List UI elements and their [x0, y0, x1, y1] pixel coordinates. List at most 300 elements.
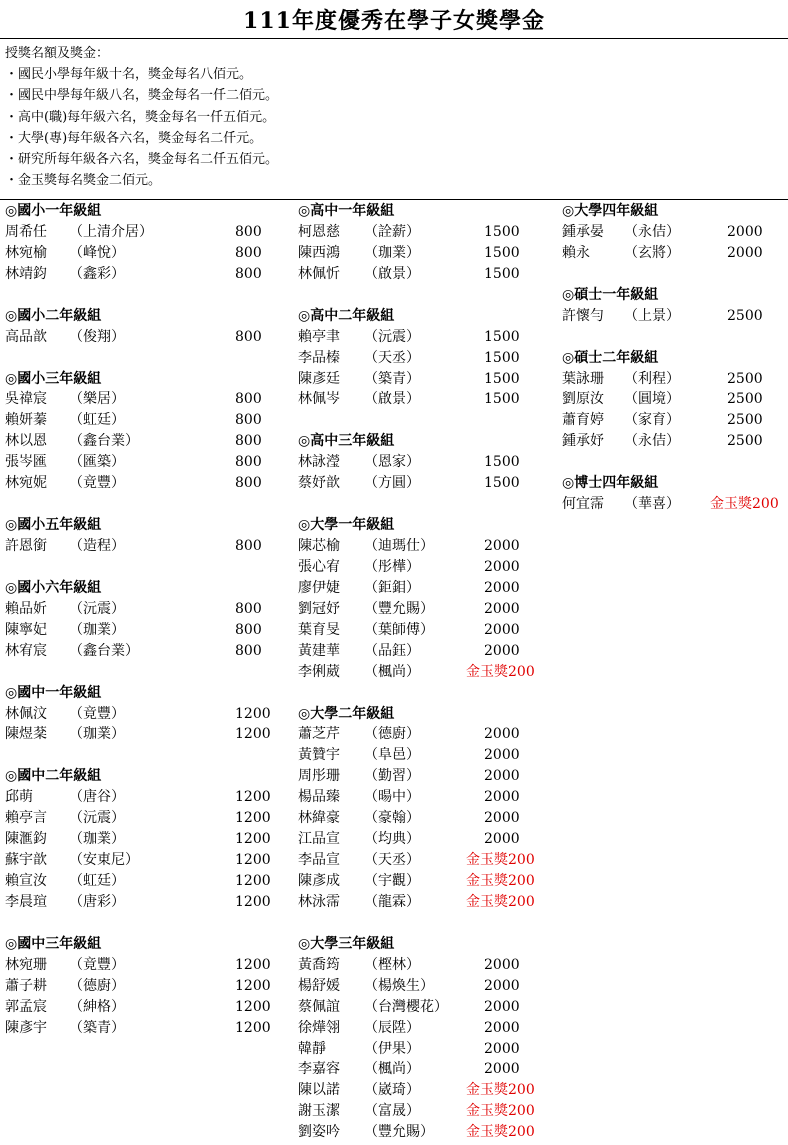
recipient-affiliation: （築青） — [69, 1019, 125, 1036]
recipient-affiliation: （啟景） — [364, 265, 420, 282]
recipient-name: 賴妍蓁 — [5, 412, 47, 429]
recipient-affiliation: （永佶） — [624, 223, 680, 240]
recipient-row — [5, 431, 262, 452]
recipient-affiliation: （方圓） — [364, 475, 420, 492]
spacer — [298, 410, 394, 431]
recipient-affiliation: （台灣櫻花） — [364, 998, 448, 1015]
recipient-name: 郭孟宸 — [5, 998, 47, 1015]
recipient-name: 鍾承晏 — [562, 223, 604, 240]
recipient-row — [5, 724, 271, 745]
scholarship-amount: 1500 — [484, 391, 520, 408]
recipient-name: 許懷勻 — [562, 307, 604, 324]
recipient-name: 何宜霈 — [562, 496, 604, 513]
recipient-affiliation: （鉅鉬） — [364, 579, 420, 596]
spacer — [562, 264, 658, 285]
group-heading: ◎國中三年級組 — [5, 935, 102, 952]
recipient-affiliation: （均典） — [364, 831, 420, 848]
recipient-name: 李俐葳 — [298, 663, 340, 680]
scholarship-amount: 1500 — [484, 328, 520, 345]
scholarship-amount: 2000 — [484, 600, 520, 617]
recipient-name: 黃贊宇 — [298, 747, 340, 764]
golden-jade-award-amount: 金玉獎200 — [466, 1124, 535, 1141]
recipient-row — [5, 787, 271, 808]
scholarship-amount: 1500 — [484, 475, 520, 492]
group-heading: ◎國小二年級組 — [5, 307, 102, 324]
scholarship-amount: 800 — [235, 454, 262, 471]
recipient-row — [298, 724, 520, 745]
recipient-name: 陳西鴻 — [298, 244, 340, 261]
scholarship-amount: 800 — [235, 328, 262, 345]
recipient-affiliation: （勤習） — [364, 768, 420, 785]
recipient-name: 李晨瑄 — [5, 893, 47, 910]
recipient-name: 周彤珊 — [298, 768, 340, 785]
recipient-affiliation: （虹廷） — [69, 873, 125, 889]
spacer — [5, 494, 101, 515]
recipient-name: 蕭育婷 — [562, 412, 604, 429]
recipient-name: 陳芯榆 — [298, 538, 340, 554]
recipient-row — [562, 306, 763, 327]
recipient-affiliation: （豐允賜） — [364, 1124, 434, 1141]
recipient-name: 楊品臻 — [298, 789, 340, 806]
recipient-row — [298, 1122, 535, 1143]
golden-jade-award-amount: 金玉獎200 — [710, 496, 779, 513]
recipient-affiliation: （上清介居） — [69, 223, 153, 240]
recipient-row — [5, 829, 271, 850]
recipient-affiliation: （上景） — [624, 307, 680, 324]
recipient-row — [562, 431, 763, 452]
scholarship-amount: 1200 — [235, 789, 271, 806]
golden-jade-award-amount: 金玉獎200 — [466, 1082, 535, 1099]
recipient-name: 林以恩 — [5, 433, 47, 450]
recipient-row — [298, 536, 520, 557]
recipient-row — [298, 264, 520, 285]
scholarship-amount: 2000 — [484, 642, 520, 659]
scholarship-amount: 2500 — [727, 307, 763, 324]
recipient-row — [5, 243, 262, 264]
recipient-row — [5, 1018, 271, 1039]
recipient-name: 江品宣 — [298, 831, 340, 848]
recipient-affiliation: （華喜） — [624, 496, 680, 513]
recipient-name: 林佩汶 — [5, 705, 47, 722]
recipient-affiliation: （珈業） — [69, 726, 125, 743]
recipient-row — [562, 410, 763, 431]
recipient-row — [298, 976, 520, 997]
scholarship-amount: 1200 — [235, 977, 271, 994]
scholarship-amount: 800 — [235, 412, 262, 429]
scholarship-amount: 1200 — [235, 956, 271, 973]
scholarship-amount: 800 — [235, 600, 262, 617]
recipient-column-3 — [562, 201, 779, 515]
rule-item: ・高中(職)每年級六名，獎金每名一仟五佰元。 — [5, 109, 276, 125]
recipient-row — [298, 557, 520, 578]
recipient-row — [562, 222, 763, 243]
rule-item: ・研究所每年級各六名，獎金每名二仟五佰元。 — [5, 151, 279, 167]
recipient-row — [5, 871, 271, 892]
recipient-affiliation: （崴琦） — [364, 1082, 420, 1099]
recipient-affiliation: （珈業） — [69, 831, 125, 848]
recipient-affiliation: （辰陞） — [364, 1019, 420, 1036]
scholarship-amount: 800 — [235, 475, 262, 492]
spacer — [5, 745, 101, 766]
recipient-name: 蘇宇歆 — [5, 852, 47, 869]
golden-jade-award-amount: 金玉獎200 — [466, 893, 535, 910]
recipient-row — [298, 389, 520, 410]
recipient-affiliation: （迪瑪仕） — [364, 538, 434, 554]
scholarship-amount: 2000 — [484, 977, 520, 994]
recipient-affiliation: （唐彩） — [69, 893, 125, 910]
recipient-name: 韓靜 — [298, 1040, 326, 1057]
scholarship-amount: 2000 — [484, 558, 520, 575]
recipient-row — [298, 787, 520, 808]
recipient-name: 謝玉潔 — [298, 1103, 340, 1120]
recipient-name: 葉詠珊 — [562, 370, 604, 387]
group-heading: ◎大學三年級組 — [298, 935, 395, 952]
recipient-name: 林緯豪 — [298, 810, 340, 827]
spacer — [5, 285, 101, 306]
recipient-name: 林宛珊 — [5, 956, 47, 973]
scholarship-amount: 1200 — [235, 726, 271, 743]
recipient-name: 柯恩慈 — [298, 223, 340, 240]
recipient-name: 陳彥廷 — [298, 370, 340, 387]
scholarship-amount: 2000 — [484, 831, 520, 848]
group-heading: ◎國小六年級組 — [5, 579, 102, 596]
scholarship-amount: 2000 — [484, 538, 520, 554]
recipient-row — [298, 222, 520, 243]
group-heading: ◎大學四年級組 — [562, 203, 659, 219]
recipient-name: 賴品妡 — [5, 600, 47, 617]
recipient-affiliation: （德廚） — [364, 726, 420, 743]
recipient-row — [298, 745, 520, 766]
scholarship-amount: 1500 — [484, 223, 520, 240]
recipient-row — [5, 327, 262, 348]
recipient-name: 林宥宸 — [5, 642, 47, 659]
recipient-affiliation: （鑫台業） — [69, 433, 139, 450]
recipient-name: 張心宥 — [298, 558, 340, 575]
group-heading: ◎大學一年級組 — [298, 517, 395, 534]
recipient-affiliation: （富晟） — [364, 1103, 420, 1120]
recipient-name: 賴亭聿 — [298, 328, 340, 345]
recipient-name: 蕭芝芹 — [298, 726, 340, 743]
recipient-row — [5, 536, 262, 557]
recipient-name: 賴亭言 — [5, 810, 47, 827]
recipient-column-1 — [5, 201, 271, 1039]
recipient-name: 李品榛 — [298, 349, 340, 366]
group-heading: ◎博士四年級組 — [562, 475, 659, 492]
spacer — [5, 913, 101, 934]
scholarship-amount: 2000 — [484, 726, 520, 743]
recipient-affiliation: （珈業） — [364, 244, 420, 261]
scholarship-amount: 1500 — [484, 349, 520, 366]
recipient-affiliation: （沅震） — [364, 328, 420, 345]
recipient-affiliation: （虹廷） — [69, 412, 125, 429]
recipient-affiliation: （彤樺） — [364, 558, 420, 575]
recipient-affiliation: （品鈺） — [364, 642, 420, 659]
recipient-name: 陳煜棻 — [5, 726, 47, 743]
recipient-name: 黃喬筠 — [298, 956, 340, 973]
recipient-name: 邱萌 — [5, 789, 33, 806]
recipient-affiliation: （家育） — [624, 412, 680, 429]
recipient-row — [298, 871, 535, 892]
recipient-affiliation: （暘中） — [364, 789, 420, 806]
spacer — [562, 327, 658, 348]
scholarship-amount: 2000 — [484, 956, 520, 973]
recipient-name: 林佩岑 — [298, 391, 340, 408]
recipient-row — [562, 369, 763, 390]
recipient-affiliation: （詮薪） — [364, 223, 420, 240]
recipient-row — [5, 410, 262, 431]
recipient-row — [298, 1039, 520, 1060]
recipient-row — [298, 348, 520, 369]
spacer — [5, 557, 101, 578]
recipient-row — [298, 1059, 520, 1080]
spacer — [298, 683, 394, 704]
recipient-column-2 — [298, 201, 535, 1143]
recipient-name: 林佩忻 — [298, 265, 340, 282]
recipient-row — [5, 892, 271, 913]
recipient-row — [298, 599, 520, 620]
recipient-row — [298, 892, 535, 913]
recipient-affiliation: （鑫彩） — [69, 265, 125, 282]
recipient-affiliation: （葉師傅） — [364, 621, 434, 638]
recipient-row — [298, 578, 520, 599]
recipient-name: 陳彥成 — [298, 873, 340, 889]
spacer — [562, 452, 658, 473]
group-heading: ◎高中一年級組 — [298, 203, 395, 219]
scholarship-amount: 2000 — [484, 1019, 520, 1036]
scholarship-amount: 1500 — [484, 265, 520, 282]
page-title: 111年度優秀在學子女獎學金 — [243, 8, 545, 34]
scholarship-amount: 2000 — [484, 998, 520, 1015]
recipient-name: 李品宣 — [298, 852, 340, 869]
recipient-row — [5, 641, 262, 662]
recipient-affiliation: （利程） — [624, 370, 680, 387]
recipient-name: 林宛榆 — [5, 244, 47, 261]
recipient-affiliation: （圓境） — [624, 391, 680, 408]
recipient-affiliation: （竟豐） — [69, 475, 125, 492]
recipient-affiliation: （楓尚） — [364, 1061, 420, 1078]
recipient-affiliation: （豪翰） — [364, 810, 420, 827]
group-heading: ◎碩士一年級組 — [562, 286, 659, 303]
recipient-name: 陳滙鈞 — [5, 831, 47, 848]
recipient-affiliation: （築青） — [364, 370, 420, 387]
group-heading: ◎國小五年級組 — [5, 517, 102, 534]
recipient-row — [298, 662, 535, 683]
recipient-affiliation: （阜邑） — [364, 747, 420, 764]
scholarship-amount: 2000 — [484, 621, 520, 638]
recipient-affiliation: （啟景） — [364, 391, 420, 408]
scholarship-amount: 1500 — [484, 244, 520, 261]
recipient-affiliation: （永佶） — [624, 433, 680, 450]
recipient-affiliation: （鑫台業） — [69, 642, 139, 659]
scholarship-amount: 1200 — [235, 705, 271, 722]
group-heading: ◎國中二年級組 — [5, 768, 102, 785]
recipient-affiliation: （恩家） — [364, 454, 420, 471]
scholarship-amount: 800 — [235, 433, 262, 450]
recipient-name: 賴宣汝 — [5, 873, 47, 889]
recipient-row — [5, 620, 262, 641]
recipient-affiliation: （玄將） — [624, 244, 680, 261]
scholarship-amount: 2500 — [727, 391, 763, 408]
recipient-name: 林宛妮 — [5, 475, 47, 492]
title-divider — [0, 38, 788, 39]
recipient-name: 楊舒媛 — [298, 977, 340, 994]
recipient-affiliation: （楊煥生） — [364, 977, 434, 994]
golden-jade-award-amount: 金玉獎200 — [466, 852, 535, 869]
scholarship-amount: 2500 — [727, 370, 763, 387]
recipient-row — [298, 1101, 535, 1122]
recipient-name: 徐燁翎 — [298, 1019, 340, 1036]
recipient-row — [298, 808, 520, 829]
group-heading: ◎國中一年級組 — [5, 684, 102, 701]
recipient-row — [298, 473, 520, 494]
recipient-name: 李嘉容 — [298, 1061, 340, 1078]
recipient-row — [562, 494, 779, 515]
recipient-row — [5, 850, 271, 871]
recipient-affiliation: （天丞） — [364, 349, 420, 366]
recipient-row — [298, 1018, 520, 1039]
group-heading: ◎大學二年級組 — [298, 705, 395, 722]
recipient-affiliation: （竟豐） — [69, 956, 125, 973]
recipient-affiliation: （天丞） — [364, 852, 420, 869]
recipient-row — [5, 264, 262, 285]
scholarship-amount: 1200 — [235, 831, 271, 848]
recipient-row — [5, 997, 271, 1018]
spacer — [298, 285, 394, 306]
scholarship-amount: 1200 — [235, 1019, 271, 1036]
recipient-affiliation: （龍霖） — [364, 893, 420, 910]
group-heading: ◎國小一年級組 — [5, 203, 102, 219]
spacer — [5, 662, 101, 683]
recipient-affiliation: （樫林） — [364, 956, 420, 973]
spacer — [298, 494, 394, 515]
recipient-row — [562, 243, 763, 264]
scholarship-amount: 800 — [235, 621, 262, 638]
spacer — [5, 348, 101, 369]
rule-item: ・大學(專)每年級各六名，獎金每名二仟元。 — [5, 130, 263, 146]
recipient-name: 蔡妤歆 — [298, 475, 340, 492]
scholarship-amount: 2000 — [484, 1040, 520, 1057]
rules-heading: 授獎名額及獎金： — [5, 46, 110, 61]
recipient-row — [298, 641, 520, 662]
scholarship-amount: 2000 — [484, 747, 520, 764]
recipient-row — [5, 599, 262, 620]
recipient-row — [298, 327, 520, 348]
rule-item: ・國民中學每年級八名，獎金每名一仟二佰元。 — [5, 88, 279, 104]
recipient-name: 廖伊婕 — [298, 579, 340, 596]
recipient-row — [298, 620, 520, 641]
recipient-name: 陳以諾 — [298, 1082, 340, 1099]
scholarship-amount: 1200 — [235, 810, 271, 827]
recipient-row — [5, 976, 271, 997]
recipient-affiliation: （峰悅） — [69, 244, 125, 261]
rules-divider — [0, 199, 788, 200]
scholarship-amount: 2000 — [484, 789, 520, 806]
recipient-name: 林詠瀅 — [298, 454, 340, 471]
award-rules — [5, 43, 278, 191]
recipient-row — [5, 808, 271, 829]
recipient-row — [5, 473, 262, 494]
scholarship-amount: 800 — [235, 223, 262, 240]
scholarship-amount: 1200 — [235, 893, 271, 910]
recipient-affiliation: （唐谷） — [69, 789, 125, 806]
golden-jade-award-amount: 金玉獎200 — [466, 1103, 535, 1120]
scholarship-amount: 800 — [235, 642, 262, 659]
recipient-row — [298, 955, 520, 976]
scholarship-amount: 1200 — [235, 873, 271, 889]
recipient-affiliation: （樂居） — [69, 391, 125, 408]
recipient-row — [562, 389, 763, 410]
recipient-affiliation: （伊果） — [364, 1040, 420, 1057]
scholarship-amount: 2500 — [727, 433, 763, 450]
recipient-name: 葉育旻 — [298, 621, 340, 638]
recipient-row — [298, 997, 520, 1018]
scholarship-amount: 2000 — [484, 810, 520, 827]
scholarship-amount: 2000 — [727, 244, 763, 261]
group-heading: ◎碩士二年級組 — [562, 349, 659, 366]
recipient-affiliation: （珈業） — [69, 621, 125, 638]
scholarship-amount: 2000 — [484, 768, 520, 785]
scholarship-amount: 800 — [235, 391, 262, 408]
recipient-row — [298, 452, 520, 473]
rule-item: ・金玉獎每名獎金二佰元。 — [5, 173, 162, 189]
recipient-row — [5, 222, 262, 243]
recipient-affiliation: （沅震） — [69, 810, 125, 827]
recipient-affiliation: （豐允賜） — [364, 600, 434, 617]
recipient-name: 張岑匯 — [5, 454, 47, 471]
recipient-name: 林靖鈞 — [5, 265, 47, 282]
recipient-affiliation: （宇觀） — [364, 873, 420, 889]
recipient-affiliation: （匯築） — [69, 454, 125, 471]
recipient-name: 劉冠妤 — [298, 600, 340, 617]
recipient-name: 劉原汝 — [562, 391, 604, 408]
recipient-affiliation: （沅震） — [69, 600, 125, 617]
scholarship-amount: 1200 — [235, 852, 271, 869]
recipient-name: 周希任 — [5, 223, 47, 240]
scholarship-amount: 800 — [235, 244, 262, 261]
scholarship-amount: 800 — [235, 538, 262, 554]
scholarship-amount: 2000 — [484, 579, 520, 596]
recipient-affiliation: （安東尼） — [69, 852, 139, 869]
recipient-row — [298, 1080, 535, 1101]
recipient-row — [5, 452, 262, 473]
golden-jade-award-amount: 金玉獎200 — [466, 663, 535, 680]
recipient-name: 劉姿吟 — [298, 1124, 340, 1141]
scholarship-amount: 2000 — [484, 1061, 520, 1078]
recipient-name: 鍾承妤 — [562, 433, 604, 450]
scholarship-amount: 800 — [235, 265, 262, 282]
group-heading: ◎高中二年級組 — [298, 307, 395, 324]
recipient-name: 黃建華 — [298, 642, 340, 659]
recipient-name: 陳彥宇 — [5, 1019, 47, 1036]
recipient-row — [5, 389, 262, 410]
recipient-name: 高品歆 — [5, 328, 47, 345]
recipient-name: 陳寧妃 — [5, 621, 47, 638]
recipient-row — [5, 704, 271, 725]
group-heading: ◎高中三年級組 — [298, 433, 395, 450]
recipient-row — [298, 766, 520, 787]
scholarship-amount: 1200 — [235, 998, 271, 1015]
scholarship-amount: 1500 — [484, 370, 520, 387]
recipient-affiliation: （楓尚） — [364, 663, 420, 680]
recipient-row — [5, 955, 271, 976]
recipient-row — [298, 243, 520, 264]
recipient-affiliation: （俊翔） — [69, 328, 125, 345]
recipient-row — [298, 850, 535, 871]
recipient-row — [298, 829, 520, 850]
recipient-name: 吳禕宸 — [5, 391, 47, 408]
recipient-name: 許恩銜 — [5, 538, 47, 554]
recipient-affiliation: （紳格） — [69, 998, 125, 1015]
